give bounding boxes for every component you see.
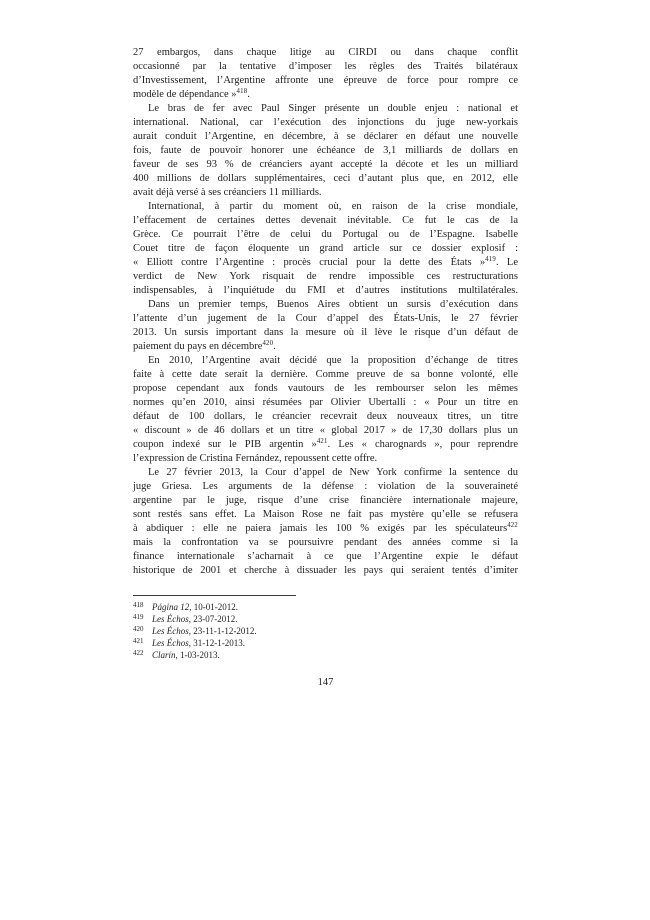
- text-line: International, à partir du moment où, en raison de la crise mondiale,: [148, 201, 518, 212]
- text-line: à abdiquer : elle ne paiera jamais les 100 % exigés par les spéculateurs$^{422}$: [133, 522, 518, 534]
- footnote: [133, 649, 518, 661]
- text-line: Le bras de fer avec Paul Singer présente un double enjeu : national et: [148, 103, 518, 114]
- footnote-source: Les Échos: [152, 626, 189, 636]
- text-line: l’expression de Cristina Fernández, repoussent cette offre.: [133, 453, 378, 464]
- footnote-source: Clarín: [152, 650, 176, 660]
- text-line: occasionné par la tentative d’imposer les règles des Traités bilatéraux: [133, 61, 518, 72]
- footnote-source: Les Échos: [152, 638, 189, 648]
- text-line: coupon indexé sur le PIB argentin »$^{421}$. Les « charognards », pour reprendre: [133, 438, 518, 450]
- text-line: paiement du pays en décembre$^{420}$.: [133, 340, 276, 352]
- footnote-ref: 420: [262, 340, 274, 347]
- footnotes-section: [133, 595, 518, 661]
- footnote-text: , 23-11-1-12-2012.: [188, 626, 257, 636]
- text-line: modèle de dépendance »$^{418}$.: [133, 88, 250, 100]
- text-line: mais la confrontation va se poursuivre pendant des années comme si la: [133, 537, 518, 548]
- footnote: [133, 625, 518, 637]
- text-line: fois, faute de pouvoir honorer une échéance de 3,1 milliards de dollars en: [133, 145, 518, 156]
- body-text: [133, 46, 518, 578]
- text-line: Le 27 février 2013, la Cour d’appel de New York confirme la sentence du: [148, 467, 518, 478]
- footnote-ref: 418: [236, 88, 248, 95]
- text-line: l’effacement de certaines dettes devenait inévitable. Ce fut le cas de la: [133, 215, 518, 226]
- footnote: [133, 613, 518, 625]
- footnote: [133, 601, 518, 613]
- text-line: Couet titre de façon éloquente un grand article sur ce dossier explosif :: [133, 243, 518, 254]
- footnote-source: Les Échos: [152, 614, 189, 624]
- text-line: Grèce. Ce pourrait l’être de celui du Portugal ou de l’Espagne. Isabelle: [133, 229, 518, 240]
- text-line: 27 embargos, dans chaque litige au CIRDI ou dans chaque conflit: [133, 47, 518, 58]
- text-line: argentine par le juge, risque d’une crise financière internationale majeure,: [133, 495, 518, 506]
- text-line: Dans un premier temps, Buenos Aires obtient un sursis d’exécution dans: [148, 299, 518, 310]
- text-line: d’Investissement, l’Argentine affronte une épreuve de force pour rompre ce: [133, 75, 518, 86]
- footnote-number: 418: [133, 601, 144, 609]
- page-number: 147: [317, 677, 334, 688]
- text-line: « discount » de 46 dollars et un titre « global 2017 » de 17,30 dollars plus un: [133, 425, 518, 436]
- text-line: indispensables, à l’inquiétude du FMI et d’autres institutions multilatérales.: [133, 285, 518, 296]
- text-line: En 2010, l’Argentine avait décidé que la proposition d’échange de titres: [148, 355, 518, 366]
- text-line: « Elliott contre l’Argentine : procès crucial pour la dette des États »$^{419}$. Le: [133, 256, 518, 268]
- footnote-text: , 10-01-2012.: [189, 602, 238, 612]
- footnote-ref: 422: [507, 522, 518, 529]
- footnote-text: , 31-12-1-2013.: [188, 638, 245, 648]
- text-line: international. National, car l’exécution des injonctions du juge new-yorkais: [133, 117, 518, 128]
- text-line: sont restés sans effet. La Maison Rose ne fait pas mystère qu’elle se refusera: [133, 509, 518, 520]
- footnote-ref: 421: [316, 438, 328, 445]
- paragraph: [133, 46, 518, 102]
- text-line: verdict de New York risquait de rendre impossible ces restructurations: [133, 271, 518, 282]
- text-line: 2013. Un sursis important dans la mesure où il lève le risque d’un défaut de: [133, 327, 518, 338]
- paragraph: [133, 466, 518, 578]
- text-line: avait déjà versé à ses créanciers 11 milliards.: [133, 187, 322, 198]
- footnote-source: Página 12: [152, 602, 190, 612]
- footnote-number: 419: [133, 613, 144, 621]
- paragraph: [133, 102, 518, 200]
- paragraph: [133, 298, 518, 354]
- text-line: l’attente d’un jugement de la Cour d’appel des États-Unis, le 27 février: [133, 313, 518, 324]
- text-line: faite à cette date serait la dernière. Comme preuve de sa bonne volonté, elle: [133, 369, 518, 380]
- text-line: normes qu’en 2010, ainsi résumées par Olivier Ubertalli : « Pour un titre en: [133, 397, 518, 408]
- text-line: 400 millions de dollars supplémentaires, ceci d’autant plus que, en 2012, elle: [133, 173, 518, 184]
- footnote: [133, 637, 518, 649]
- footnote-number: 422: [133, 649, 144, 657]
- footnote-number: 420: [133, 625, 144, 633]
- paragraph: [133, 200, 518, 298]
- footnote-ref: 419: [485, 256, 496, 263]
- text-line: historique de 2001 et cherche à dissuader les pays qui seraient tentés d’imiter: [133, 565, 518, 576]
- footnote-text: , 1-03-2013.: [175, 650, 220, 660]
- text-line: faveur de ses 93 % de créanciers ayant accepté la décote et les un milliard: [133, 159, 518, 170]
- text-line: aurait conduit l’Argentine, en décembre, à se déclarer en défaut une nouvelle: [133, 131, 518, 142]
- paragraph: [133, 354, 518, 466]
- text-line: finance internationale s’acharnait à ce que l’Argentine expie le défaut: [133, 551, 518, 562]
- footnote-list: [133, 601, 518, 661]
- footnote-number: 421: [133, 637, 144, 645]
- text-line: juge Griesa. Les arguments de la défense : violation de la souveraineté: [133, 481, 518, 492]
- footnote-text: , 23-07-2012.: [188, 614, 238, 624]
- footnote-separator: [133, 595, 296, 596]
- text-line: défaut de 100 dollars, le créancier recevrait deux nouveaux titres, un titre: [133, 411, 518, 422]
- text-line: propose cependant aux fonds vautours de les rembourser selon les mêmes: [133, 383, 518, 394]
